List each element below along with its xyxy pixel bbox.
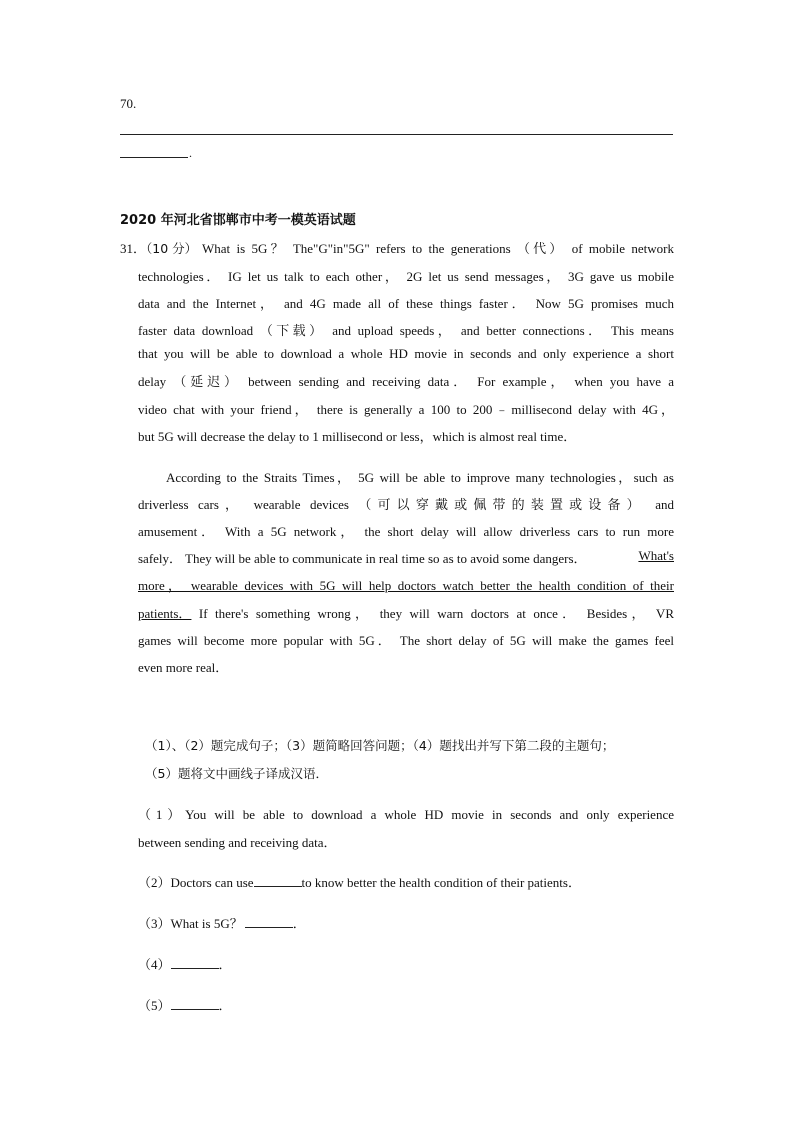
p1-line-1: What is 5G？ The"G"in"5G" refers to the generations （代） of mobile network bbox=[202, 241, 674, 256]
underlined-sentence-end: patients． bbox=[138, 606, 192, 621]
p1-line-7: video chat with your friend， there is generally a 100 to 200﹣millisecond delay with 4G， bbox=[138, 402, 674, 417]
p1-line-8: but 5G will decrease the delay to 1 millisecond or less，which is almost real time． bbox=[138, 429, 577, 444]
p2-line-6-text: If there's something wrong， they will warn doctors at once． Besides， VR bbox=[191, 606, 674, 621]
answer-blank-5[interactable] bbox=[171, 997, 219, 1010]
p1-line-2: technologies． IG let us talk to each other， 2G let us send messages， 3G gave us mobile bbox=[138, 269, 674, 284]
sub-question-3-prefix: （3）What is 5G？ bbox=[138, 916, 243, 931]
section-title: 2020 年河北省邯郸市中考一模英语试题 bbox=[120, 213, 356, 228]
instructions-line-2: （5）题将文中画线子译成汉语． bbox=[145, 766, 328, 781]
answer-blank-3[interactable] bbox=[245, 915, 293, 928]
instructions-line-1: （1）、（2）题完成句子；（3）题简略回答问题；（4）题找出并写下第二段的主题句； bbox=[145, 738, 615, 753]
p2-line-2: driverless cars， wearable devices （可以穿戴或佩带的装置或设备） and bbox=[138, 497, 674, 512]
answer-line-short[interactable] bbox=[120, 157, 188, 158]
sub-question-2-prefix: （2）Doctors can use bbox=[138, 875, 254, 890]
sub-question-2 bbox=[138, 872, 581, 891]
sub-question-3-suffix: ． bbox=[292, 916, 306, 931]
p1-line-5: that you will be able to download a whole HD movie in seconds and only experience a short bbox=[138, 346, 674, 361]
sub-question-1: （1）You will be able to download a whole HD movie in seconds and only experience bbox=[138, 807, 674, 822]
p2-line-4 bbox=[138, 548, 674, 567]
sub-question-4-suffix: ． bbox=[218, 957, 232, 972]
prev-question-number: 70. bbox=[120, 96, 137, 111]
answer-blank-2[interactable] bbox=[254, 874, 302, 887]
sub-question-5-suffix: ． bbox=[218, 998, 232, 1013]
question-number-text: 31． bbox=[120, 241, 147, 256]
sub-question-4 bbox=[138, 954, 232, 973]
p2-line-6 bbox=[138, 603, 674, 622]
answer-end-mark: . bbox=[189, 146, 192, 160]
sub-question-5 bbox=[138, 995, 232, 1014]
p2-line-1: According to the Straits Times， 5G will be able to improve many technologies，such as bbox=[166, 470, 674, 485]
sub-question-2-suffix: to know better the health condition of their patients． bbox=[301, 875, 581, 890]
p1-line-4: faster data download （下载） and upload speeds， and better connections． This means bbox=[138, 323, 674, 338]
p2-line-8: even more real． bbox=[138, 660, 229, 675]
answer-line[interactable] bbox=[120, 134, 673, 135]
p1-line-6: delay （延迟） between sending and receiving data． For example， when you have a bbox=[138, 374, 674, 389]
underlined-sentence-start: What's bbox=[638, 548, 674, 563]
sub-question-4-prefix: （4） bbox=[138, 957, 171, 972]
sub-question-1-cont: between sending and receiving data． bbox=[138, 835, 337, 850]
question-score: （10 分） bbox=[146, 241, 198, 256]
p1-line-3: data and the Internet， and 4G made all of these things faster． Now 5G promises much bbox=[138, 296, 674, 311]
sub-question-3 bbox=[138, 913, 306, 932]
sub-question-5-prefix: （5） bbox=[138, 998, 171, 1013]
p2-line-7: games will become more popular with 5G． The short delay of 5G will make the games feel bbox=[138, 633, 674, 648]
p2-line-4-text: safely． They will be able to communicate in real time so as to avoid some dangers． bbox=[138, 551, 587, 566]
underlined-sentence: more， wearable devices with 5G will help doctors watch better the health condition of their bbox=[138, 578, 674, 593]
answer-blank-4[interactable] bbox=[171, 956, 219, 969]
p2-line-3: amusement． With a 5G network， the short delay will allow driverless cars to run more bbox=[138, 524, 674, 539]
question-number bbox=[120, 238, 197, 257]
